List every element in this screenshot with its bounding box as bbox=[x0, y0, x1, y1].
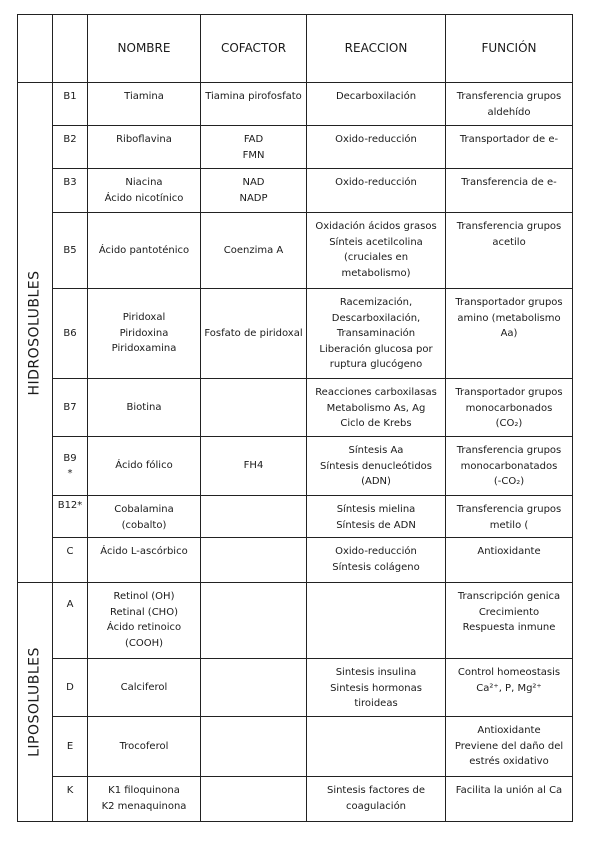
header-group bbox=[18, 15, 53, 83]
vitamin-funcion: Control homeostasis Ca²⁺, P, Mg²⁺ bbox=[446, 659, 573, 717]
vitamin-funcion: Transferencia grupos aldehído bbox=[446, 83, 573, 126]
header-code bbox=[53, 15, 88, 83]
vitamin-cofactor bbox=[201, 496, 307, 538]
group-label-liposolubles: LIPOSOLUBLES bbox=[26, 647, 43, 757]
vitamin-code: B6 bbox=[53, 289, 88, 379]
vitamin-cofactor bbox=[201, 538, 307, 583]
vitamin-reaccion: Síntesis Aa Síntesis denucleótidos (ADN) bbox=[307, 437, 446, 496]
vitamin-cofactor bbox=[201, 379, 307, 437]
vitamin-cofactor: FH4 bbox=[201, 437, 307, 496]
table-row bbox=[18, 659, 573, 717]
vitamin-nombre: Piridoxal Piridoxina Piridoxamina bbox=[88, 289, 201, 379]
vitamin-cofactor bbox=[201, 777, 307, 822]
vitamin-funcion: Facilita la unión al Ca bbox=[446, 777, 573, 822]
vitamin-code: K bbox=[53, 777, 88, 822]
header-funcion: FUNCIÓN bbox=[446, 15, 573, 83]
vitamin-reaccion: Síntesis mielina Síntesis de ADN bbox=[307, 496, 446, 538]
table-row bbox=[18, 437, 573, 496]
table-row bbox=[18, 213, 573, 289]
vitamins-table bbox=[17, 14, 573, 822]
vitamin-nombre: Cobalamina (cobalto) bbox=[88, 496, 201, 538]
group-cell-liposolubles bbox=[18, 583, 53, 822]
vitamin-code: B5 bbox=[53, 213, 88, 289]
vitamin-funcion: Antioxidante bbox=[446, 538, 573, 583]
vitamin-reaccion: Oxido-reducción Síntesis colágeno bbox=[307, 538, 446, 583]
vitamin-reaccion: Oxido-reducción bbox=[307, 169, 446, 213]
vitamin-nombre: K1 filoquinona K2 menaquinona bbox=[88, 777, 201, 822]
vitamin-nombre: Tiamina bbox=[88, 83, 201, 126]
vitamin-cofactor bbox=[201, 717, 307, 777]
table-row bbox=[18, 538, 573, 583]
vitamin-code: B3 bbox=[53, 169, 88, 213]
vitamin-code: A bbox=[53, 583, 88, 659]
vitamin-code: D bbox=[53, 659, 88, 717]
header-nombre: NOMBRE bbox=[88, 15, 201, 83]
vitamin-funcion: Transportador grupos monocarbonados (CO₂) bbox=[446, 379, 573, 437]
table-row bbox=[18, 169, 573, 213]
group-label-hidrosolubles: HIDROSOLUBLES bbox=[26, 269, 43, 396]
vitamin-code: B2 bbox=[53, 126, 88, 169]
group-cell-hidrosolubles bbox=[18, 83, 53, 583]
vitamin-cofactor: Coenzima A bbox=[201, 213, 307, 289]
vitamin-nombre: Retinol (OH) Retinal (CHO) Ácido retinoico (COOH) bbox=[88, 583, 201, 659]
vitamin-nombre: Trocoferol bbox=[88, 717, 201, 777]
vitamin-nombre: Riboflavina bbox=[88, 126, 201, 169]
vitamin-nombre: Biotina bbox=[88, 379, 201, 437]
vitamin-code: C bbox=[53, 538, 88, 583]
vitamin-reaccion: Oxido-reducción bbox=[307, 126, 446, 169]
header-reaccion: REACCION bbox=[307, 15, 446, 83]
vitamin-reaccion: Sintesis insulina Sintesis hormonas tiroideas bbox=[307, 659, 446, 717]
table-row bbox=[18, 777, 573, 822]
table-row bbox=[18, 717, 573, 777]
vitamin-reaccion bbox=[307, 583, 446, 659]
table-row bbox=[18, 126, 573, 169]
table-row bbox=[18, 289, 573, 379]
vitamin-funcion: Transportador de e- bbox=[446, 126, 573, 169]
vitamin-funcion: Transferencia grupos metilo ( bbox=[446, 496, 573, 538]
vitamin-funcion: Transferencia grupos monocarbonatados (-CO₂) bbox=[446, 437, 573, 496]
vitamin-nombre: Ácido pantoténico bbox=[88, 213, 201, 289]
vitamin-code: B1 bbox=[53, 83, 88, 126]
vitamin-nombre: Niacina Ácido nicotínico bbox=[88, 169, 201, 213]
header-row bbox=[18, 15, 573, 83]
table-row bbox=[18, 379, 573, 437]
vitamin-code: B7 bbox=[53, 379, 88, 437]
table-row bbox=[18, 583, 573, 659]
vitamin-cofactor: Tiamina pirofosfato bbox=[201, 83, 307, 126]
vitamin-funcion: Antioxidante Previene del daño del estrés oxidativo bbox=[446, 717, 573, 777]
vitamin-cofactor bbox=[201, 583, 307, 659]
vitamin-funcion: Transferencia grupos acetilo bbox=[446, 213, 573, 289]
vitamin-funcion: Transferencia de e- bbox=[446, 169, 573, 213]
vitamin-reaccion: Sintesis factores de coagulación bbox=[307, 777, 446, 822]
vitamin-funcion: Transportador grupos amino (metabolismo Aa) bbox=[446, 289, 573, 379]
vitamin-reaccion: Reacciones carboxilasas Metabolismo As, Ag Ciclo de Krebs bbox=[307, 379, 446, 437]
vitamin-cofactor bbox=[201, 659, 307, 717]
vitamin-reaccion: Decarboxilación bbox=[307, 83, 446, 126]
header-cofactor: COFACTOR bbox=[201, 15, 307, 83]
vitamin-nombre: Calciferol bbox=[88, 659, 201, 717]
vitamin-reaccion bbox=[307, 717, 446, 777]
vitamin-code: B9 * bbox=[53, 437, 88, 496]
vitamin-cofactor: Fosfato de piridoxal bbox=[201, 289, 307, 379]
vitamin-funcion: Transcripción genica Crecimiento Respuesta inmune bbox=[446, 583, 573, 659]
vitamin-reaccion: Racemización, Descarboxilación, Transaminación Liberación glucosa por ruptura glucógeno bbox=[307, 289, 446, 379]
vitamin-nombre: Ácido L-ascórbico bbox=[88, 538, 201, 583]
vitamin-cofactor: FAD FMN bbox=[201, 126, 307, 169]
vitamin-reaccion: Oxidación ácidos grasos Sínteis acetilcolina (cruciales en metabolismo) bbox=[307, 213, 446, 289]
table-row bbox=[18, 83, 573, 126]
vitamin-code: E bbox=[53, 717, 88, 777]
vitamin-code: B12* bbox=[53, 496, 88, 538]
vitamin-cofactor: NAD NADP bbox=[201, 169, 307, 213]
table-row bbox=[18, 496, 573, 538]
vitamin-nombre: Ácido fólico bbox=[88, 437, 201, 496]
